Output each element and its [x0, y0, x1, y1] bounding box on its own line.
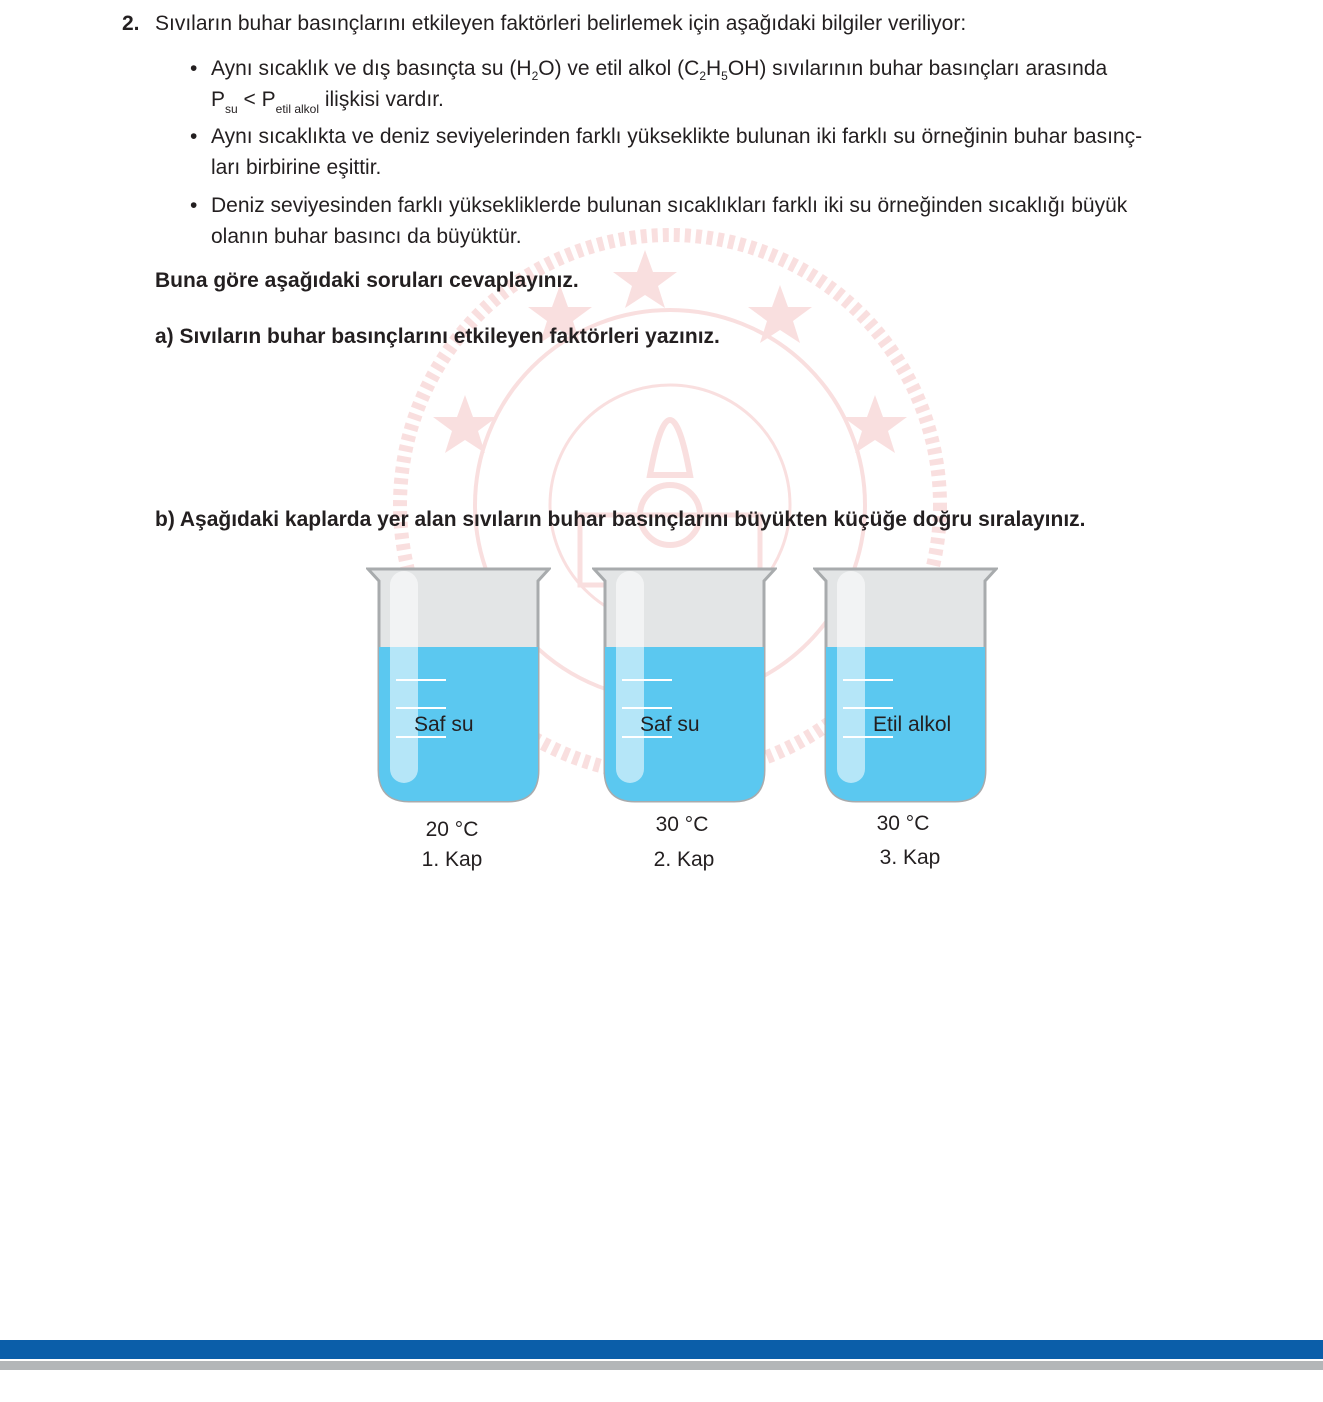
beaker-temperature: 30 °C [655, 813, 709, 836]
beaker-temperature: 20 °C [425, 818, 479, 841]
beaker-name: 3. Kap [879, 846, 941, 869]
bullet-dot-icon: • [190, 125, 198, 148]
instruction: Buna göre aşağıdaki soruları cevaplayınız. [155, 269, 579, 292]
beaker-temperature: 30 °C [876, 812, 930, 835]
beaker-2 [592, 565, 777, 805]
bullet-1-line-2: $P_{su} < P_{etil alkol}$ ilişkisi vardır. [211, 88, 444, 116]
question-number: 2. [122, 12, 140, 35]
beaker-name: 1. Kap [421, 848, 483, 871]
bullet-1-line-1: Aynı sıcaklık ve dış basınçta su $(H_2O)$ ve etil alkol $(C_2H_5OH)$ sıvılarının buhar basınçları arasında [211, 57, 1108, 83]
bullet-2-line-1: Aynı sıcaklıkta ve deniz seviyelerinden farklı yükseklikte bulunan iki farklı su örneğinin buhar basınç- [211, 125, 1143, 148]
question-intro: Sıvıların buhar basınçlarını etkileyen faktörleri belirlemek için aşağıdaki bilgiler veriliyor: [155, 12, 967, 35]
part-b-question: b) Aşağıdaki kaplarda yer alan sıvıların buhar basınçlarını büyükten küçüğe doğru sıralayınız. [155, 508, 1086, 531]
bullet-2-line-2: ları birbirine eşittir. [211, 156, 382, 179]
part-a-question: a) Sıvıların buhar basınçlarını etkileyen faktörleri yazınız. [155, 325, 720, 348]
beaker-3 [813, 565, 998, 805]
bullet-dot-icon: • [190, 194, 198, 217]
beaker-icon [813, 565, 998, 805]
beaker-icon [366, 565, 551, 805]
beaker-liquid-label: Etil alkol [873, 713, 952, 736]
beaker-liquid-label: Saf su [414, 713, 474, 736]
bullet-dot-icon: • [190, 57, 198, 80]
footer-grey-bar [0, 1361, 1323, 1370]
bullet-3-line-2: olanın buhar basıncı da büyüktür. [211, 225, 522, 248]
bullet-3-line-1: Deniz seviyesinden farklı yüksekliklerde bulunan sıcaklıkları farklı iki su örneğinden sıcaklığı büyük [211, 194, 1128, 217]
footer-blue-bar [0, 1340, 1323, 1359]
beaker-liquid-label: Saf su [640, 713, 700, 736]
beaker-1 [366, 565, 551, 805]
beaker-icon [592, 565, 777, 805]
beaker-name: 2. Kap [653, 848, 715, 871]
